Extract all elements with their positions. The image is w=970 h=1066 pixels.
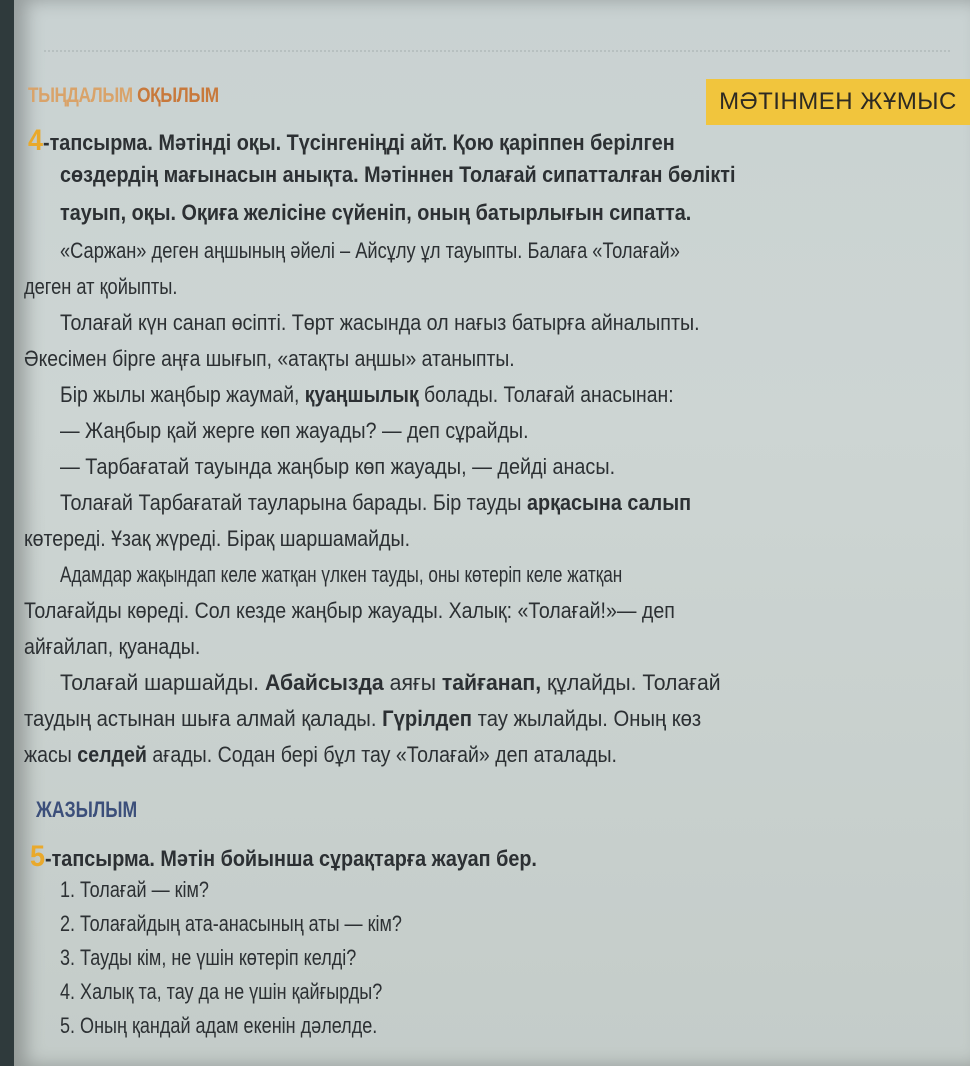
task-4-line-1 [28, 124, 675, 158]
story-p4: — Жаңбыр қай жерге көп жауады? — деп сұрайды. [60, 418, 529, 443]
task-4-number: 4 [28, 124, 44, 157]
story-p8-line-1 [60, 670, 721, 696]
section-label-listening: ТЫҢДАЛЫМ [28, 84, 133, 107]
task-5-number: 5 [30, 840, 46, 873]
question-item: 3. Тауды кім, не үшін көтеріп келді? [60, 945, 357, 970]
bold-word-like-flood: селдей [77, 742, 147, 767]
section-label [28, 84, 219, 108]
task-4-instruction-1: Мәтінді оқы. Түсінгеніңді айт. Қою қаріппен берілген [158, 130, 675, 155]
textbook-page [14, 0, 970, 1066]
dotted-divider [44, 50, 950, 52]
story-p3 [60, 382, 674, 408]
bold-word-drought: қуаңшылық [304, 382, 419, 407]
task-4-instruction-2: сөздердің мағынасын анықта. Мәтіннен Толағай сипатталған бөлікті [60, 162, 736, 187]
text-work-tag: МӘТІНМЕН ЖҰМЫС [706, 79, 970, 125]
story-p7-line-3: айғайлап, қуанады. [24, 634, 201, 659]
story-p8-l2-part-b: тау жылайды. Оның көз [472, 706, 702, 731]
writing-section-label: ЖАЗЫЛЫМ [36, 797, 138, 822]
question-item: 1. Толағай — кім? [60, 877, 209, 902]
story-p6-line-1 [60, 490, 691, 516]
story-p8-line-3 [24, 742, 617, 768]
question-item: 5. Оның қандай адам екенін дәлелде. [60, 1013, 378, 1038]
task-5-heading [30, 840, 537, 874]
story-p2-line-1: Толағай күн санап өсіпті. Төрт жасында ол нағыз батырға айналыпты. [60, 310, 700, 335]
bold-word-slipping: тайғанап, [441, 670, 542, 695]
story-p5: — Тарбағатай тауында жаңбыр көп жауады, — дейді анасы. [60, 454, 616, 479]
section-label-reading: ОҚЫЛЫМ [137, 84, 219, 107]
story-p8-part-a: Толағай шаршайды. [60, 670, 265, 695]
story-p7-line-1: Адамдар жақындап келе жатқан үлкен тауды, оны көтеріп келе жатқан [60, 562, 623, 587]
story-p8-l2-part-a: таудың астынан шыға алмай қалады. [24, 706, 383, 731]
bold-word-rumbling: Гүрілдеп [382, 706, 473, 731]
story-p1-line-1: «Саржан» деген аңшының әйелі – Айсұлу ұл тауыпты. Балаға «Толағай» [60, 238, 680, 263]
story-p8-l3-part-b: ағады. Содан бері бұл тау «Толағай» деп аталады. [146, 742, 617, 767]
story-p2-line-2: Әкесімен бірге аңға шығып, «атақты аңшы» атаныпты. [24, 346, 515, 371]
story-p8-l3-part-a: жасы [24, 742, 78, 767]
story-p8-part-b: аяғы [383, 670, 442, 695]
story-p3-part-b: болады. Толағай анасынан: [418, 382, 674, 407]
story-p3-part-a: Бір жылы жаңбыр жаумай, [60, 382, 305, 407]
bold-phrase-on-back: арқасына салып [526, 490, 692, 515]
bold-word-suddenly: Абайсызда [264, 670, 384, 695]
story-p7-line-2: Толағайды көреді. Сол кезде жаңбыр жауады. Халық: «Толағай!»— деп [24, 598, 675, 623]
question-item: 4. Халық та, тау да не үшін қайғырды? [60, 979, 383, 1004]
story-p1-line-2: деген ат қойыпты. [24, 274, 178, 299]
task-4-instruction-3: тауып, оқы. Оқиға желісіне сүйеніп, оның батырлығын сипатта. [60, 200, 692, 225]
story-p8-line-2 [24, 706, 701, 732]
story-p6-part-a: Толағай Тарбағатай тауларына барады. Бір тауды [60, 490, 527, 515]
task-5-title: -тапсырма. Мәтін бойынша сұрақтарға жауап бер. [45, 846, 537, 871]
story-p6-line-2: көтереді. Ұзақ жүреді. Бірақ шаршамайды. [24, 526, 411, 551]
task-4-title: -тапсырма. [43, 130, 153, 155]
question-item: 2. Толағайдың ата-анасының аты — кім? [60, 911, 402, 936]
story-p8-part-c: құлайды. Толағай [541, 670, 721, 695]
